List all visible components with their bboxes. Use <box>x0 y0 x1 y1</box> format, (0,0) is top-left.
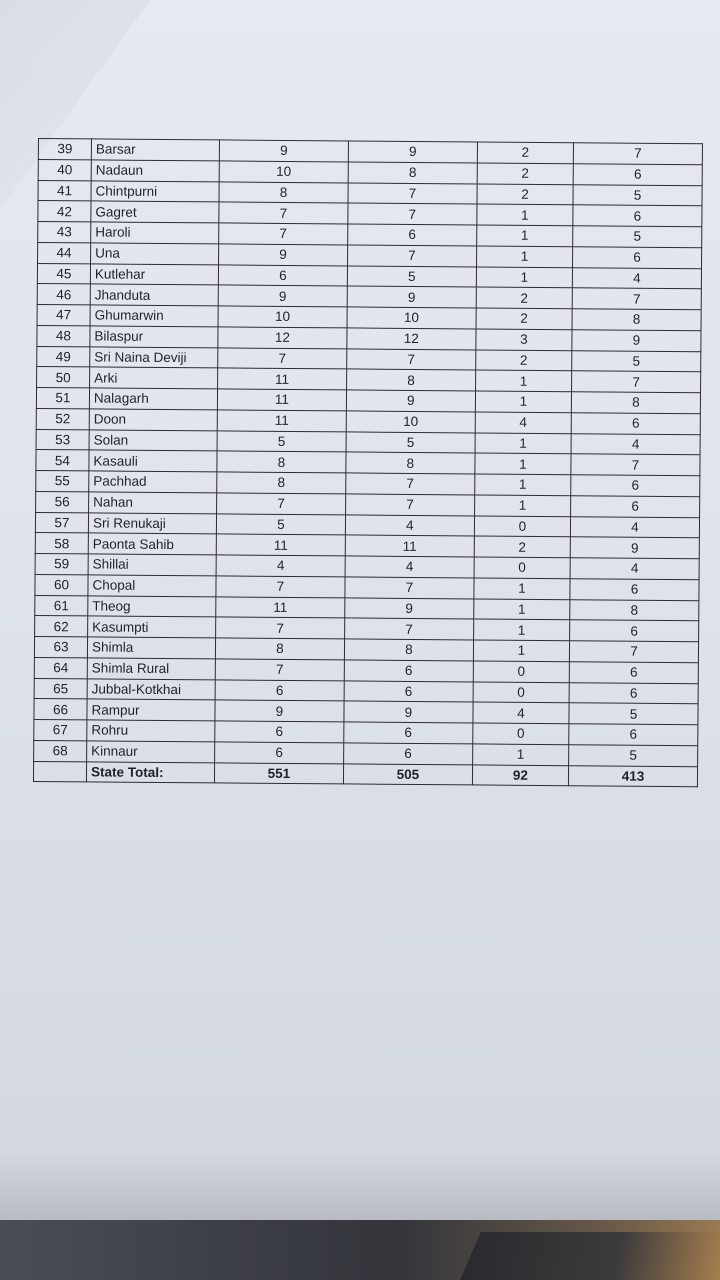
serial-number-cell: 54 <box>36 450 89 471</box>
background-object <box>460 1232 720 1280</box>
serial-number-cell: 55 <box>36 470 89 491</box>
value-cell: 7 <box>572 371 701 393</box>
total-sno-cell <box>33 761 86 782</box>
value-cell: 9 <box>348 141 477 163</box>
value-cell: 6 <box>570 578 699 600</box>
value-cell: 1 <box>476 266 572 288</box>
constituency-name-cell: Sri Naina Deviji <box>90 346 218 368</box>
value-cell: 8 <box>217 451 346 473</box>
total-cell: 92 <box>472 764 568 786</box>
value-cell: 1 <box>474 578 570 600</box>
serial-number-cell: 56 <box>36 491 89 512</box>
value-cell: 1 <box>477 204 573 226</box>
value-cell: 7 <box>219 223 348 245</box>
value-cell: 8 <box>348 162 477 184</box>
total-cell: 551 <box>214 762 343 784</box>
value-cell: 8 <box>570 599 699 621</box>
value-cell: 5 <box>569 703 698 725</box>
value-cell: 7 <box>216 576 345 598</box>
value-cell: 2 <box>476 308 572 330</box>
value-cell: 7 <box>217 493 346 515</box>
value-cell: 9 <box>344 701 473 723</box>
value-cell: 10 <box>346 411 475 433</box>
value-cell: 6 <box>215 721 344 743</box>
serial-number-cell: 39 <box>38 139 91 160</box>
constituency-name-cell: Shimla <box>87 637 215 659</box>
value-cell: 1 <box>473 619 569 641</box>
serial-number-cell: 62 <box>35 616 88 637</box>
constituency-name-cell: Kinnaur <box>87 741 215 763</box>
value-cell: 9 <box>570 537 699 559</box>
value-cell: 1 <box>475 474 571 496</box>
value-cell: 7 <box>345 494 474 516</box>
value-cell: 6 <box>573 205 702 227</box>
value-cell: 8 <box>571 392 700 414</box>
value-cell: 7 <box>215 659 344 681</box>
value-cell: 6 <box>569 661 698 683</box>
value-cell: 0 <box>473 723 569 745</box>
value-cell: 1 <box>475 432 571 454</box>
serial-number-cell: 41 <box>38 180 91 201</box>
value-cell: 4 <box>572 267 701 289</box>
value-cell: 1 <box>472 744 568 766</box>
constituency-name-cell: Jhanduta <box>90 284 218 306</box>
value-cell: 4 <box>345 514 474 536</box>
value-cell: 7 <box>216 617 345 639</box>
constituency-name-cell: Kasauli <box>89 450 217 472</box>
constituency-name-cell: Nadaun <box>91 160 219 182</box>
value-cell: 11 <box>216 596 345 618</box>
serial-number-cell: 64 <box>34 657 87 678</box>
value-cell: 11 <box>217 389 346 411</box>
constituency-name-cell: Gagret <box>91 201 219 223</box>
value-cell: 5 <box>573 184 702 206</box>
serial-number-cell: 40 <box>38 159 91 180</box>
value-cell: 9 <box>347 286 476 308</box>
value-cell: 7 <box>347 245 476 267</box>
value-cell: 1 <box>474 495 570 517</box>
value-cell: 7 <box>571 454 700 476</box>
value-cell: 6 <box>570 620 699 642</box>
value-cell: 4 <box>473 702 569 724</box>
value-cell: 2 <box>477 163 573 185</box>
total-cell: 413 <box>568 765 697 787</box>
value-cell: 6 <box>218 264 347 286</box>
serial-number-cell: 46 <box>37 284 90 305</box>
value-cell: 8 <box>217 472 346 494</box>
constituency-name-cell: Sri Renukaji <box>88 512 216 534</box>
value-cell: 8 <box>346 369 475 391</box>
value-cell: 11 <box>345 535 474 557</box>
constituency-name-cell: Theog <box>88 595 216 617</box>
results-table-body <box>33 139 702 787</box>
constituency-name-cell: Arki <box>90 367 218 389</box>
serial-number-cell: 57 <box>35 512 88 533</box>
value-cell: 6 <box>569 724 698 746</box>
value-cell: 6 <box>571 412 700 434</box>
constituency-name-cell: Bilaspur <box>90 326 218 348</box>
constituency-name-cell: Rohru <box>87 720 215 742</box>
value-cell: 7 <box>348 203 477 225</box>
serial-number-cell: 45 <box>37 263 90 284</box>
serial-number-cell: 51 <box>36 387 89 408</box>
constituency-name-cell: Chopal <box>88 575 216 597</box>
results-table <box>33 138 703 787</box>
constituency-name-cell: Jubbal-Kotkhai <box>87 678 215 700</box>
value-cell: 9 <box>219 140 348 162</box>
value-cell: 5 <box>573 226 702 248</box>
value-cell: 7 <box>218 347 347 369</box>
value-cell: 7 <box>572 288 701 310</box>
value-cell: 1 <box>475 370 571 392</box>
value-cell: 3 <box>476 329 572 351</box>
value-cell: 5 <box>572 350 701 372</box>
value-cell: 6 <box>215 742 344 764</box>
serial-number-cell: 58 <box>35 533 88 554</box>
value-cell: 1 <box>474 598 570 620</box>
serial-number-cell: 66 <box>34 699 87 720</box>
value-cell: 10 <box>347 307 476 329</box>
value-cell: 5 <box>346 431 475 453</box>
value-cell: 6 <box>344 743 473 765</box>
value-cell: 6 <box>573 246 702 268</box>
total-cell: 505 <box>343 763 472 785</box>
constituency-name-cell: Kasumpti <box>88 616 216 638</box>
value-cell: 9 <box>345 597 474 619</box>
value-cell: 7 <box>569 641 698 663</box>
value-cell: 0 <box>473 681 569 703</box>
value-cell: 10 <box>219 161 348 183</box>
value-cell: 6 <box>569 682 698 704</box>
value-cell: 6 <box>344 680 473 702</box>
value-cell: 8 <box>215 638 344 660</box>
value-cell: 8 <box>219 181 348 203</box>
value-cell: 2 <box>476 287 572 309</box>
value-cell: 0 <box>473 661 569 683</box>
value-cell: 1 <box>473 640 569 662</box>
serial-number-cell: 48 <box>37 325 90 346</box>
value-cell: 6 <box>348 224 477 246</box>
value-cell: 5 <box>569 744 698 766</box>
value-cell: 2 <box>477 183 573 205</box>
value-cell: 11 <box>218 368 347 390</box>
value-cell: 7 <box>344 618 473 640</box>
serial-number-cell: 43 <box>38 222 91 243</box>
serial-number-cell: 53 <box>36 429 89 450</box>
constituency-name-cell: Chintpurni <box>91 180 219 202</box>
value-cell: 6 <box>344 722 473 744</box>
value-cell: 8 <box>346 452 475 474</box>
value-cell: 1 <box>475 453 571 475</box>
serial-number-cell: 50 <box>37 367 90 388</box>
value-cell: 4 <box>345 556 474 578</box>
constituency-name-cell: Nalagarh <box>89 388 217 410</box>
value-cell: 0 <box>474 557 570 579</box>
constituency-name-cell: Kutlehar <box>90 263 218 285</box>
value-cell: 6 <box>344 660 473 682</box>
value-cell: 12 <box>347 328 476 350</box>
value-cell: 1 <box>477 225 573 247</box>
serial-number-cell: 63 <box>34 636 87 657</box>
value-cell: 4 <box>570 558 699 580</box>
table-total-row <box>33 761 697 787</box>
serial-number-cell: 67 <box>34 719 87 740</box>
value-cell: 1 <box>476 246 572 268</box>
constituency-name-cell: Barsar <box>91 139 219 161</box>
constituency-name-cell: Una <box>91 243 219 265</box>
value-cell: 2 <box>474 536 570 558</box>
value-cell: 7 <box>347 348 476 370</box>
value-cell: 7 <box>219 202 348 224</box>
value-cell: 11 <box>217 410 346 432</box>
serial-number-cell: 65 <box>34 678 87 699</box>
value-cell: 4 <box>475 412 571 434</box>
constituency-name-cell: Ghumarwin <box>90 305 218 327</box>
serial-number-cell: 42 <box>38 201 91 222</box>
value-cell: 7 <box>573 143 702 165</box>
value-cell: 2 <box>477 142 573 164</box>
constituency-name-cell: Shillai <box>88 554 216 576</box>
value-cell: 0 <box>474 515 570 537</box>
value-cell: 12 <box>218 327 347 349</box>
value-cell: 6 <box>573 163 702 185</box>
serial-number-cell: 44 <box>38 242 91 263</box>
serial-number-cell: 60 <box>35 574 88 595</box>
serial-number-cell: 68 <box>34 740 87 761</box>
value-cell: 10 <box>218 306 347 328</box>
value-cell: 9 <box>215 700 344 722</box>
value-cell: 9 <box>219 244 348 266</box>
results-table-wrapper <box>33 138 703 787</box>
value-cell: 8 <box>344 639 473 661</box>
value-cell: 7 <box>348 182 477 204</box>
constituency-name-cell: Doon <box>89 409 217 431</box>
value-cell: 5 <box>347 265 476 287</box>
value-cell: 5 <box>217 430 346 452</box>
value-cell: 9 <box>346 390 475 412</box>
value-cell: 9 <box>572 329 701 351</box>
value-cell: 6 <box>571 495 700 517</box>
constituency-name-cell: Shimla Rural <box>87 658 215 680</box>
value-cell: 6 <box>215 679 344 701</box>
value-cell: 4 <box>216 555 345 577</box>
value-cell: 7 <box>345 577 474 599</box>
value-cell: 4 <box>570 516 699 538</box>
value-cell: 9 <box>218 285 347 307</box>
serial-number-cell: 47 <box>37 304 90 325</box>
constituency-name-cell: Rampur <box>87 699 215 721</box>
constituency-name-cell: Solan <box>89 429 217 451</box>
constituency-name-cell: Haroli <box>91 222 219 244</box>
value-cell: 6 <box>571 475 700 497</box>
serial-number-cell: 61 <box>35 595 88 616</box>
serial-number-cell: 49 <box>37 346 90 367</box>
value-cell: 1 <box>475 391 571 413</box>
value-cell: 4 <box>571 433 700 455</box>
constituency-name-cell: Nahan <box>89 492 217 514</box>
value-cell: 5 <box>216 513 345 535</box>
value-cell: 2 <box>476 349 572 371</box>
value-cell: 7 <box>346 473 475 495</box>
constituency-name-cell: Pachhad <box>89 471 217 493</box>
value-cell: 11 <box>216 534 345 556</box>
serial-number-cell: 52 <box>36 408 89 429</box>
serial-number-cell: 59 <box>35 553 88 574</box>
constituency-name-cell: Paonta Sahib <box>88 533 216 555</box>
total-label-cell: State Total: <box>86 761 214 783</box>
value-cell: 8 <box>572 309 701 331</box>
